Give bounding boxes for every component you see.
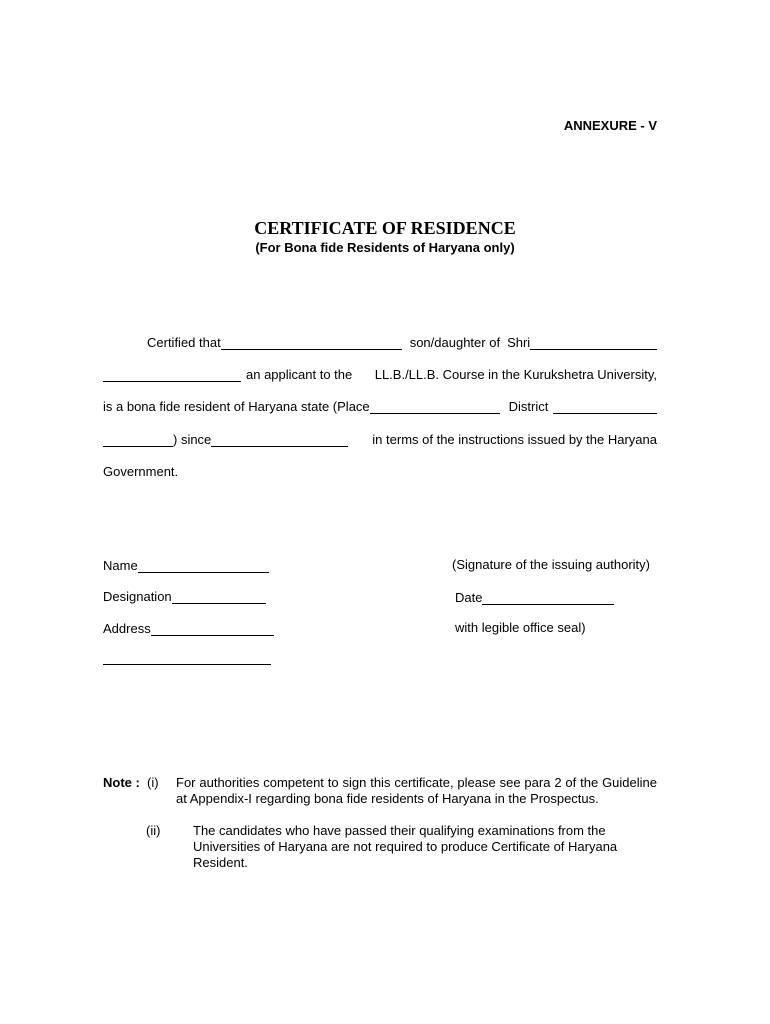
name-label: Name <box>103 558 138 573</box>
page-subtitle: (For Bona fide Residents of Haryana only) <box>255 240 515 255</box>
note-1-text: For authorities competent to sign this certificate, please see para 2 of the Guideline at Appendix-I regarding bona fide residents of Haryana in the Prospectus. <box>176 775 657 806</box>
place-blank[interactable] <box>370 399 500 414</box>
since-text: ) since <box>173 432 212 447</box>
bona-fide-text: is a bona fide resident of Haryana state (Place <box>103 399 370 414</box>
note-1-marker: (i) <box>147 775 159 790</box>
father-name-blank[interactable] <box>530 335 657 350</box>
father-name-cont-blank[interactable] <box>103 367 241 382</box>
annexure-label: ANNEXURE - V <box>563 118 657 133</box>
date-blank[interactable] <box>482 590 614 605</box>
shri-text: Shri <box>507 335 531 350</box>
name-blank[interactable] <box>138 558 269 573</box>
since-date-blank[interactable] <box>211 432 348 447</box>
son-daughter-text: son/daughter of <box>409 335 501 350</box>
district-cont-blank[interactable] <box>103 432 173 447</box>
body-line-3 <box>103 396 657 414</box>
address-row <box>103 618 303 636</box>
body-line-1 <box>103 332 657 350</box>
district-label: District <box>508 399 549 414</box>
address-label: Address <box>103 621 151 636</box>
date-row <box>455 587 625 605</box>
designation-blank[interactable] <box>172 589 266 604</box>
note-2-text: The candidates who have passed their qualifying examinations from the Universities of Haryana are not required to produce Certificate of Haryana Resident. <box>193 823 618 870</box>
district-blank[interactable] <box>553 399 657 414</box>
instructions-text: in terms of the instructions issued by the Haryana <box>372 432 657 447</box>
address-blank[interactable] <box>151 621 274 636</box>
name-row <box>103 555 303 573</box>
body-line-4 <box>103 429 657 447</box>
government-text: Government. <box>103 464 179 479</box>
page-title: CERTIFICATE OF RESIDENCE <box>254 218 516 238</box>
certified-that-text: Certified that <box>147 335 221 350</box>
body-line-5 <box>103 461 657 479</box>
course-text: LL.B./LL.B. Course in the Kurukshetra University, <box>374 367 657 382</box>
applicant-to-text: an applicant to the <box>246 367 353 382</box>
note-2-marker: (ii) <box>146 823 161 838</box>
applicant-name-blank[interactable] <box>221 335 402 350</box>
date-label: Date <box>455 590 483 605</box>
body-line-2 <box>103 364 657 382</box>
address-cont-blank[interactable] <box>103 664 271 665</box>
signature-authority-text: (Signature of the issuing authority) <box>452 557 650 572</box>
designation-label: Designation <box>103 589 172 604</box>
designation-row <box>103 586 303 604</box>
office-seal-text: with legible office seal) <box>455 620 586 635</box>
note-label: Note : <box>103 775 140 790</box>
